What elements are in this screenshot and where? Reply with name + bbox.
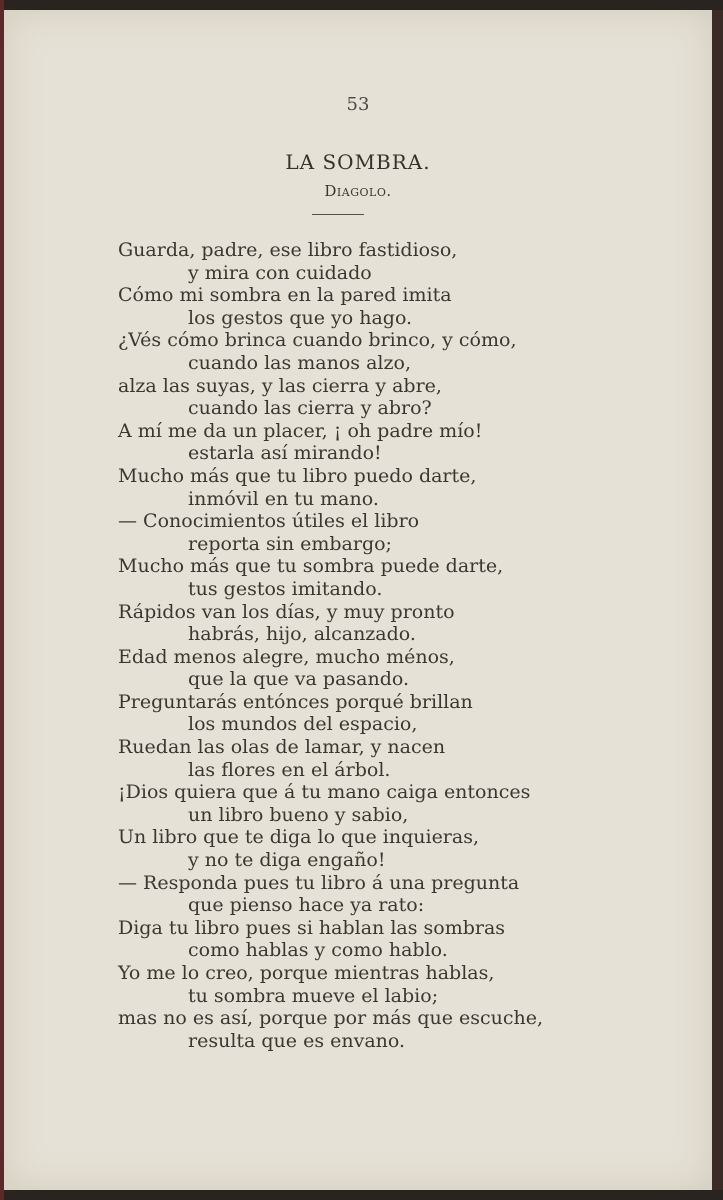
poem-line: habrás, hijo, alcanzado.	[188, 623, 416, 646]
poem-line: Diga tu libro pues si hablan las sombras	[118, 916, 506, 939]
poem-line: que pienso hace ya rato:	[188, 894, 425, 917]
poem-title: LA SOMBRA.	[285, 150, 431, 174]
poem-line: que la que va pasando.	[188, 668, 410, 691]
poem-subtitle: Diagolo.	[324, 182, 392, 200]
poem-line: Yo me lo creo, porque mientras hablas,	[118, 962, 495, 984]
poem-line: reporta sin embargo;	[188, 532, 392, 555]
poem-line: como hablas y como hablo.	[188, 939, 448, 962]
poem-line: Cómo mi sombra en la pared imita	[118, 284, 452, 307]
poem-line: cuando las manos alzo,	[188, 351, 411, 374]
poem-line: Mucho más que tu libro puedo darte,	[118, 464, 477, 487]
poem-body	[118, 239, 578, 1052]
poem-line: las flores en el árbol.	[188, 758, 391, 781]
poem-line: Rápidos van los días, y muy pronto	[118, 600, 455, 623]
poem-line: tu sombra mueve el labio;	[188, 984, 439, 1007]
poem-line: Guarda, padre, ese libro fastidioso,	[118, 239, 458, 261]
poem-line: ¡Dios quiera que á tu mano caiga entonces	[118, 781, 531, 804]
poem-line: Edad menos alegre, mucho ménos,	[118, 645, 455, 668]
poem-line: cuando las cierra y abro?	[188, 397, 432, 420]
poem-line: ¿Vés cómo brinca cuando brinco, y cómo,	[118, 329, 517, 352]
poem-line: resulta que es envano.	[188, 1029, 406, 1052]
poem-line: alza las suyas, y las cierra y abre,	[118, 374, 442, 397]
poem-line: los gestos que yo hago.	[188, 306, 413, 329]
poem-line: los mundos del espacio,	[188, 713, 418, 736]
poem-line: un libro bueno y sabio,	[188, 803, 409, 826]
poem-line: mas no es así, porque por más que escuche,	[118, 1007, 544, 1030]
title-divider	[312, 214, 364, 215]
poem-line: y no te diga engaño!	[188, 849, 386, 872]
poem-line: tus gestos imitando.	[188, 577, 383, 600]
poem-line: inmóvil en tu mano.	[188, 487, 379, 510]
poem-line: — Responda pues tu libro á una pregunta	[118, 871, 520, 894]
book-cover-edge	[712, 10, 723, 1190]
poem-line: estarla así mirando!	[188, 442, 382, 465]
book-page	[4, 10, 712, 1190]
poem-line: Ruedan las olas de lamar, y nacen	[118, 736, 446, 759]
page-number: 53	[346, 94, 370, 115]
poem-line: Un libro que te diga lo que inquieras,	[118, 826, 480, 849]
poem-line: y mira con cuidado	[188, 261, 372, 284]
poem-line: — Conocimientos útiles el libro	[118, 510, 420, 533]
poem-line: A mí me da un placer, ¡ oh padre mío!	[118, 419, 483, 442]
poem-line: Preguntarás entónces porqué brillan	[118, 690, 473, 713]
poem-line: Mucho más que tu sombra puede darte,	[118, 555, 504, 578]
